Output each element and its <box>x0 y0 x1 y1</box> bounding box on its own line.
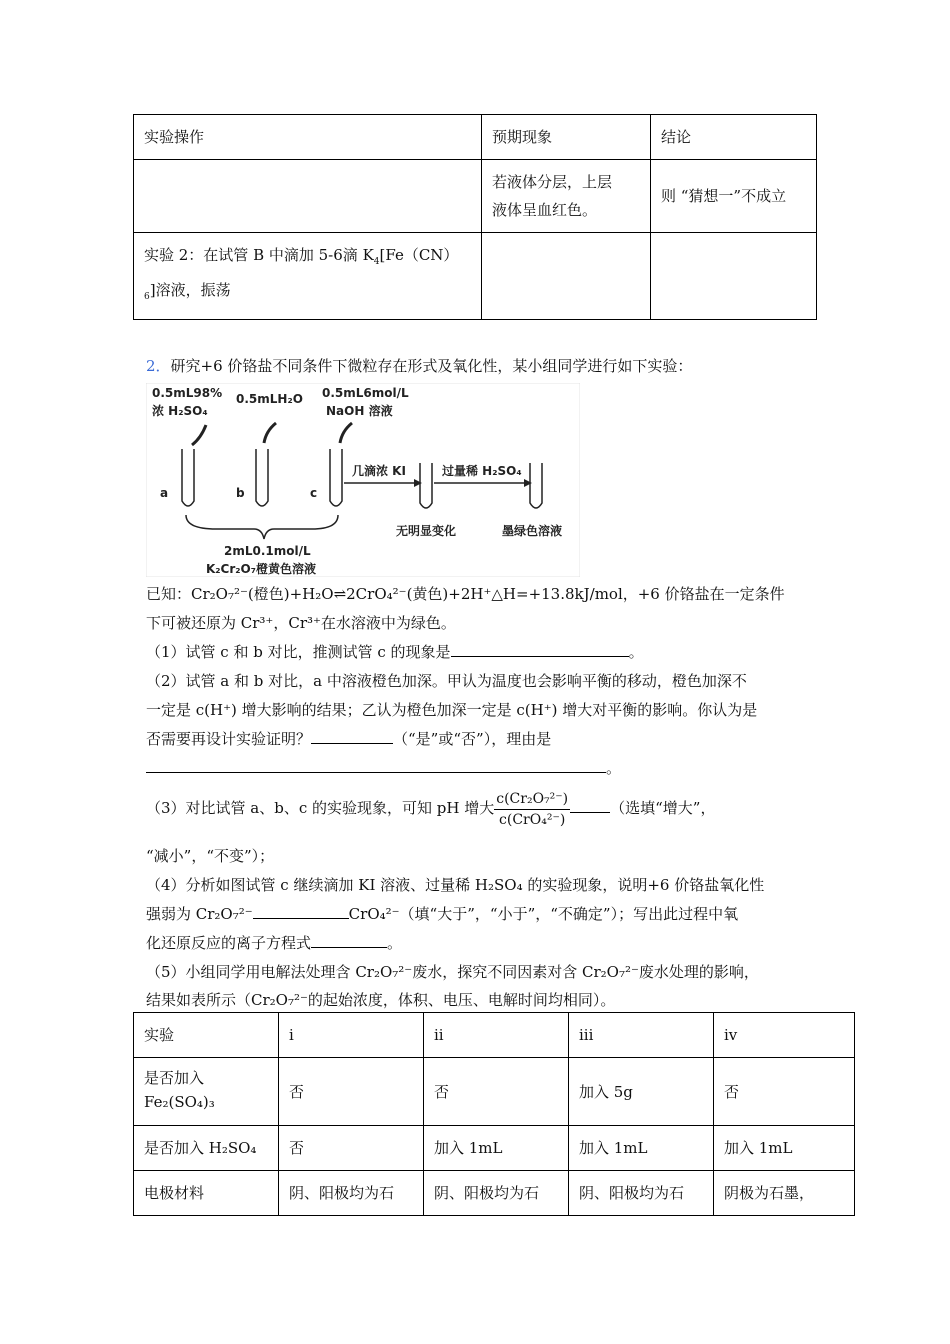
table2-header-0: 实验 <box>134 1013 279 1058</box>
answer-blank-1[interactable] <box>451 638 629 657</box>
part-2-line4: 。 <box>146 754 621 783</box>
table2-header-3: iii <box>569 1013 714 1058</box>
known-line1: 已知：Cr₂O₇²⁻(橙色)+H₂O⇌2CrO₄²⁻(黄色)+2H⁺△H=+13.8kJ/mol，+6 价铬盐在一定条件 <box>146 585 785 603</box>
tube-c-label: c <box>310 486 318 500</box>
question-2-intro: 2．研究+6 价铬盐不同条件下微粒存在形式及氧化性，某小组同学进行如下实验： <box>146 357 693 375</box>
table1-row2-op: 实验 2：在试管 B 中滴加 5-6滴 $K_4[Fe(CN)$ $_6$]溶液，振荡 <box>134 233 482 320</box>
part-1: （1）试管 c 和 b 对比，推测试管 c 的现象是 。 <box>146 638 644 667</box>
tube-b-label: b <box>236 486 245 500</box>
part-5-line2: 结果如表所示（Cr₂O₇²⁻的起始浓度，体积、电压、电解时间均相同）。 <box>146 991 616 1009</box>
experiment-table-2 <box>133 1012 855 1216</box>
reagent-b: 0.5mLH₂O <box>236 392 303 406</box>
part-2-line3: 否需要再设计实验证明？ （“是”或“否”），理由是 <box>146 725 551 754</box>
table2-header-4: iv <box>714 1013 855 1058</box>
result1-label: 无明显变化 <box>396 524 457 538</box>
result2-label: 墨绿色溶液 <box>502 524 563 538</box>
reagent-c-line1: 0.5mL6mol/L <box>322 386 409 400</box>
step2-label: 过量稀 H₂SO₄ <box>442 464 522 478</box>
table2-r2-c2: 加入 1mL <box>424 1126 569 1171</box>
table2-r1-c2: 否 <box>424 1058 569 1126</box>
table2-header-2: ii <box>424 1013 569 1058</box>
answer-blank-2a[interactable] <box>311 725 393 744</box>
table2-r2-c0: 是否加入 H₂SO₄ <box>134 1126 279 1171</box>
table1-row2-phen <box>482 233 651 320</box>
answer-blank-4a[interactable] <box>253 900 349 919</box>
part-4-line3: 化还原反应的离子方程式 。 <box>146 929 402 958</box>
reagent-a-line2: 浓 H₂SO₄ <box>152 404 208 418</box>
step1-label: 几滴浓 KI <box>352 464 406 478</box>
table1-header-phen: 预期现象 <box>482 115 651 160</box>
table1-row2-concl <box>651 233 817 320</box>
base-solution-line2: K₂Cr₂O₇橙黄色溶液 <box>206 562 316 576</box>
table2-r2-c4: 加入 1mL <box>714 1126 855 1171</box>
experiment-table-1 <box>133 114 817 320</box>
reagent-a-line1: 0.5mL98% <box>152 386 223 400</box>
answer-blank-4b[interactable] <box>311 929 387 948</box>
table2-r3-c3: 阴、阳极均为石 <box>569 1171 714 1216</box>
table2-r3-c2: 阴、阳极均为石 <box>424 1171 569 1216</box>
table2-r3-c0: 电极材料 <box>134 1171 279 1216</box>
part-4-line2: 强弱为 Cr₂O₇²⁻ CrO₄²⁻（填“大于”，“小于”，“不确定”）；写出此过程中氧 <box>146 900 738 929</box>
table2-r1-c0: 是否加入 Fe₂(SO₄)₃ <box>134 1058 279 1126</box>
tube-a-label: a <box>160 486 169 500</box>
table1-header-concl: 结论 <box>651 115 817 160</box>
table2-r1-c3: 加入 5g <box>569 1058 714 1126</box>
part-2-line1: （2）试管 a 和 b 对比，a 中溶液橙色加深。甲认为温度也会影响平衡的移动，橙色加深不 <box>146 672 747 690</box>
table1-row1-concl: 则 “猜想一”不成立 <box>651 160 817 233</box>
table2-r3-c4: 阴极为石墨， <box>714 1171 855 1216</box>
part-2-line2: 一定是 c(H⁺) 增大影响的结果；乙认为橙色加深一定是 c(H⁺) 增大对平衡的影响。你认为是 <box>146 701 758 719</box>
table1-row1-op <box>134 160 482 233</box>
known-line2: 下可被还原为 Cr³⁺，Cr³⁺在水溶液中为绿色。 <box>146 614 456 632</box>
base-solution-line1: 2mL0.1mol/L <box>224 544 311 558</box>
answer-blank-2b[interactable] <box>146 754 606 773</box>
part-3-line2: “减小”，“不变”）； <box>146 847 275 865</box>
table2-r3-c1: 阴、阳极均为石 <box>279 1171 424 1216</box>
table2-header-1: i <box>279 1013 424 1058</box>
table2-r1-c1: 否 <box>279 1058 424 1126</box>
reagent-c-line2: NaOH 溶液 <box>326 404 393 418</box>
table1-row1-phen: 若液体分层，上层 液体呈血红色。 <box>482 160 651 233</box>
part-5-line1: （5）小组同学用电解法处理含 Cr₂O₇²⁻废水，探究不同因素对含 Cr₂O₇²⁻废水处理的影响， <box>146 963 759 981</box>
answer-blank-3[interactable] <box>570 794 610 813</box>
table2-r1-c4: 否 <box>714 1058 855 1126</box>
part-4-line1: （4）分析如图试管 c 继续滴加 KI 溶液、过量稀 H₂SO₄ 的实验现象，说明+6 价铬盐氧化性 <box>146 876 765 894</box>
table1-header-op: 实验操作 <box>134 115 482 160</box>
table2-r2-c3: 加入 1mL <box>569 1126 714 1171</box>
experiment-diagram <box>146 383 580 577</box>
part-3-line1: （3）对比试管 a、b、c 的实验现象，可知 pH 增大 $\frac{\text{c(Cr₂O₇²⁻)}}{\text{c(CrO₄²⁻)}}$ （选填“增大”， <box>146 790 716 828</box>
concentration-ratio: $\frac{\text{c(Cr₂O₇²⁻)}}{\text{c(CrO₄²⁻)}}$ <box>496 790 569 828</box>
table2-r2-c1: 否 <box>279 1126 424 1171</box>
